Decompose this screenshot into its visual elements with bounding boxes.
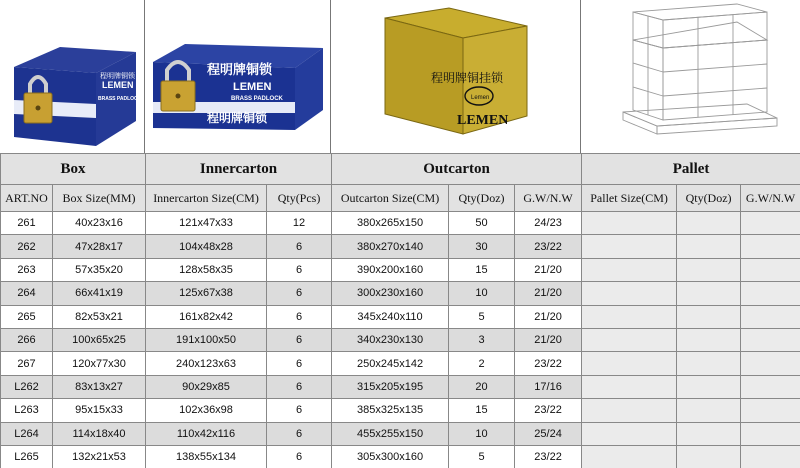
group-header-box: Box	[1, 154, 146, 185]
table-body	[1, 212, 800, 468]
group-header-outcarton: Outcarton	[332, 154, 582, 185]
column-header-pallet-gw-nw: G.W/N.W	[741, 185, 800, 212]
cell-inner-qty: 6	[267, 305, 332, 328]
cell-out-qty: 50	[449, 212, 515, 235]
inner-cn-text-lower: 程明牌铜锁	[207, 111, 268, 125]
column-header-art-no: ART.NO	[1, 185, 53, 212]
outcarton-image-cell	[331, 0, 581, 153]
cell-pallet-size	[582, 352, 677, 375]
cell-out-qty: 15	[449, 258, 515, 281]
cell-pallet-qty	[677, 445, 741, 468]
cell-gw-nw: 23/22	[515, 445, 582, 468]
innercarton-image	[145, 0, 331, 153]
cell-box-size: 57x35x20	[53, 258, 146, 281]
cell-pallet-qty	[677, 305, 741, 328]
cell-out-qty: 20	[449, 375, 515, 398]
cell-pallet-size	[582, 212, 677, 235]
group-header-pallet: Pallet	[582, 154, 800, 185]
cell-box-size: 100x65x25	[53, 328, 146, 351]
cell-pallet-size	[582, 235, 677, 258]
cell-innercarton-size: 90x29x85	[146, 375, 267, 398]
outcarton-cn-text: 程明牌铜挂锁	[431, 71, 504, 85]
cell-innercarton-size: 121x47x33	[146, 212, 267, 235]
cell-pallet-qty	[677, 399, 741, 422]
cell-inner-qty: 6	[267, 352, 332, 375]
box-brand-text: LEMEN	[102, 80, 134, 90]
cell-art-no: L263	[1, 399, 53, 422]
cell-outcarton-size: 300x230x160	[332, 282, 449, 305]
cell-out-qty: 2	[449, 352, 515, 375]
cell-out-qty: 15	[449, 399, 515, 422]
box-cn-text: 程明牌铜锁	[100, 72, 135, 80]
cell-gw-nw: 21/20	[515, 328, 582, 351]
cell-out-qty: 5	[449, 305, 515, 328]
cell-pallet-gw	[741, 399, 800, 422]
table-row	[1, 235, 800, 258]
cell-box-size: 47x28x17	[53, 235, 146, 258]
cell-gw-nw: 24/23	[515, 212, 582, 235]
cell-inner-qty: 6	[267, 399, 332, 422]
cell-box-size: 82x53x21	[53, 305, 146, 328]
cell-pallet-gw	[741, 375, 800, 398]
table-row	[1, 282, 800, 305]
cell-art-no: 265	[1, 305, 53, 328]
cell-pallet-qty	[677, 258, 741, 281]
cell-outcarton-size: 305x300x160	[332, 445, 449, 468]
table-row	[1, 258, 800, 281]
column-header-box-size: Box Size(MM)	[53, 185, 146, 212]
table-row	[1, 305, 800, 328]
cell-innercarton-size: 191x100x50	[146, 328, 267, 351]
cell-outcarton-size: 315x205x195	[332, 375, 449, 398]
cell-pallet-size	[582, 375, 677, 398]
column-header-pallet-qty: Qty(Doz)	[677, 185, 741, 212]
cell-gw-nw: 25/24	[515, 422, 582, 445]
cell-inner-qty: 6	[267, 422, 332, 445]
cell-box-size: 83x13x27	[53, 375, 146, 398]
cell-out-qty: 10	[449, 282, 515, 305]
cell-art-no: 261	[1, 212, 53, 235]
cell-art-no: L265	[1, 445, 53, 468]
cell-pallet-gw	[741, 258, 800, 281]
cell-innercarton-size: 128x58x35	[146, 258, 267, 281]
cell-box-size: 114x18x40	[53, 422, 146, 445]
cell-gw-nw: 23/22	[515, 399, 582, 422]
table-row	[1, 352, 800, 375]
cell-outcarton-size: 380x265x150	[332, 212, 449, 235]
cell-pallet-size	[582, 422, 677, 445]
cell-inner-qty: 6	[267, 445, 332, 468]
cell-pallet-gw	[741, 212, 800, 235]
cell-inner-qty: 6	[267, 375, 332, 398]
table-row	[1, 328, 800, 351]
pallet-image-cell	[581, 0, 800, 153]
cell-inner-qty: 6	[267, 258, 332, 281]
cell-pallet-size	[582, 282, 677, 305]
cell-outcarton-size: 345x240x110	[332, 305, 449, 328]
packing-spec-table	[0, 153, 800, 468]
cell-pallet-gw	[741, 282, 800, 305]
column-header-innercarton-size: Innercarton Size(CM)	[146, 185, 267, 212]
table-row	[1, 422, 800, 445]
cell-gw-nw: 21/20	[515, 258, 582, 281]
column-header-pallet-size: Pallet Size(CM)	[582, 185, 677, 212]
cell-art-no: L262	[1, 375, 53, 398]
cell-box-size: 132x21x53	[53, 445, 146, 468]
column-header-inner-qty: Qty(Pcs)	[267, 185, 332, 212]
cell-gw-nw: 23/22	[515, 235, 582, 258]
cell-out-qty: 5	[449, 445, 515, 468]
table-row	[1, 399, 800, 422]
cell-innercarton-size: 102x36x98	[146, 399, 267, 422]
cell-outcarton-size: 250x245x142	[332, 352, 449, 375]
cell-gw-nw: 21/20	[515, 305, 582, 328]
box-image-cell	[0, 0, 145, 153]
cell-pallet-qty	[677, 422, 741, 445]
padlock-box-image	[0, 0, 145, 153]
cell-outcarton-size: 380x270x140	[332, 235, 449, 258]
cell-outcarton-size: 385x325x135	[332, 399, 449, 422]
cell-pallet-size	[582, 445, 677, 468]
cell-innercarton-size: 161x82x42	[146, 305, 267, 328]
group-header-innercarton: Innercarton	[146, 154, 332, 185]
cell-pallet-qty	[677, 375, 741, 398]
cell-gw-nw: 17/16	[515, 375, 582, 398]
cell-inner-qty: 6	[267, 282, 332, 305]
cell-pallet-gw	[741, 328, 800, 351]
cell-art-no: 262	[1, 235, 53, 258]
cell-pallet-gw	[741, 445, 800, 468]
cell-pallet-gw	[741, 422, 800, 445]
cell-pallet-qty	[677, 235, 741, 258]
table-row	[1, 445, 800, 468]
cell-box-size: 40x23x16	[53, 212, 146, 235]
cell-pallet-size	[582, 305, 677, 328]
pallet-image	[581, 0, 800, 153]
cell-innercarton-size: 125x67x38	[146, 282, 267, 305]
column-header-out-qty: Qty(Doz)	[449, 185, 515, 212]
cell-art-no: L264	[1, 422, 53, 445]
cell-out-qty: 3	[449, 328, 515, 351]
cell-pallet-qty	[677, 328, 741, 351]
cell-out-qty: 30	[449, 235, 515, 258]
cell-inner-qty: 12	[267, 212, 332, 235]
cell-outcarton-size: 455x255x150	[332, 422, 449, 445]
outcarton-image	[331, 0, 581, 153]
cell-art-no: 267	[1, 352, 53, 375]
cell-out-qty: 10	[449, 422, 515, 445]
cell-box-size: 95x15x33	[53, 399, 146, 422]
cell-art-no: 263	[1, 258, 53, 281]
box-subtitle-text: BRASS PADLOCK	[98, 96, 142, 102]
cell-inner-qty: 6	[267, 328, 332, 351]
cell-pallet-qty	[677, 282, 741, 305]
inner-cn-text: 程明牌铜锁	[207, 63, 273, 78]
cell-pallet-gw	[741, 235, 800, 258]
innercarton-image-cell	[145, 0, 331, 153]
cell-art-no: 266	[1, 328, 53, 351]
cell-pallet-gw	[741, 305, 800, 328]
inner-brand-text: LEMEN	[233, 81, 272, 93]
cell-pallet-size	[582, 399, 677, 422]
table-row	[1, 212, 800, 235]
table-row	[1, 375, 800, 398]
column-header-outcarton-size: Outcarton Size(CM)	[332, 185, 449, 212]
cell-gw-nw: 23/22	[515, 352, 582, 375]
cell-outcarton-size: 340x230x130	[332, 328, 449, 351]
cell-inner-qty: 6	[267, 235, 332, 258]
cell-innercarton-size: 110x42x116	[146, 422, 267, 445]
cell-innercarton-size: 104x48x28	[146, 235, 267, 258]
cell-pallet-qty	[677, 212, 741, 235]
inner-subtitle-text: BRASS PADLOCK	[231, 96, 283, 102]
cell-innercarton-size: 138x55x134	[146, 445, 267, 468]
cell-pallet-size	[582, 258, 677, 281]
cell-box-size: 66x41x19	[53, 282, 146, 305]
cell-box-size: 120x77x30	[53, 352, 146, 375]
cell-art-no: 264	[1, 282, 53, 305]
cell-pallet-gw	[741, 352, 800, 375]
cell-outcarton-size: 390x200x160	[332, 258, 449, 281]
cell-pallet-qty	[677, 352, 741, 375]
cell-innercarton-size: 240x123x63	[146, 352, 267, 375]
column-header-out-gw-nw: G.W/N.W	[515, 185, 582, 212]
outcarton-logo-text: Lemen	[471, 95, 490, 101]
cell-pallet-size	[582, 328, 677, 351]
outcarton-brand-text: LEMEN	[457, 113, 509, 128]
cell-gw-nw: 21/20	[515, 282, 582, 305]
